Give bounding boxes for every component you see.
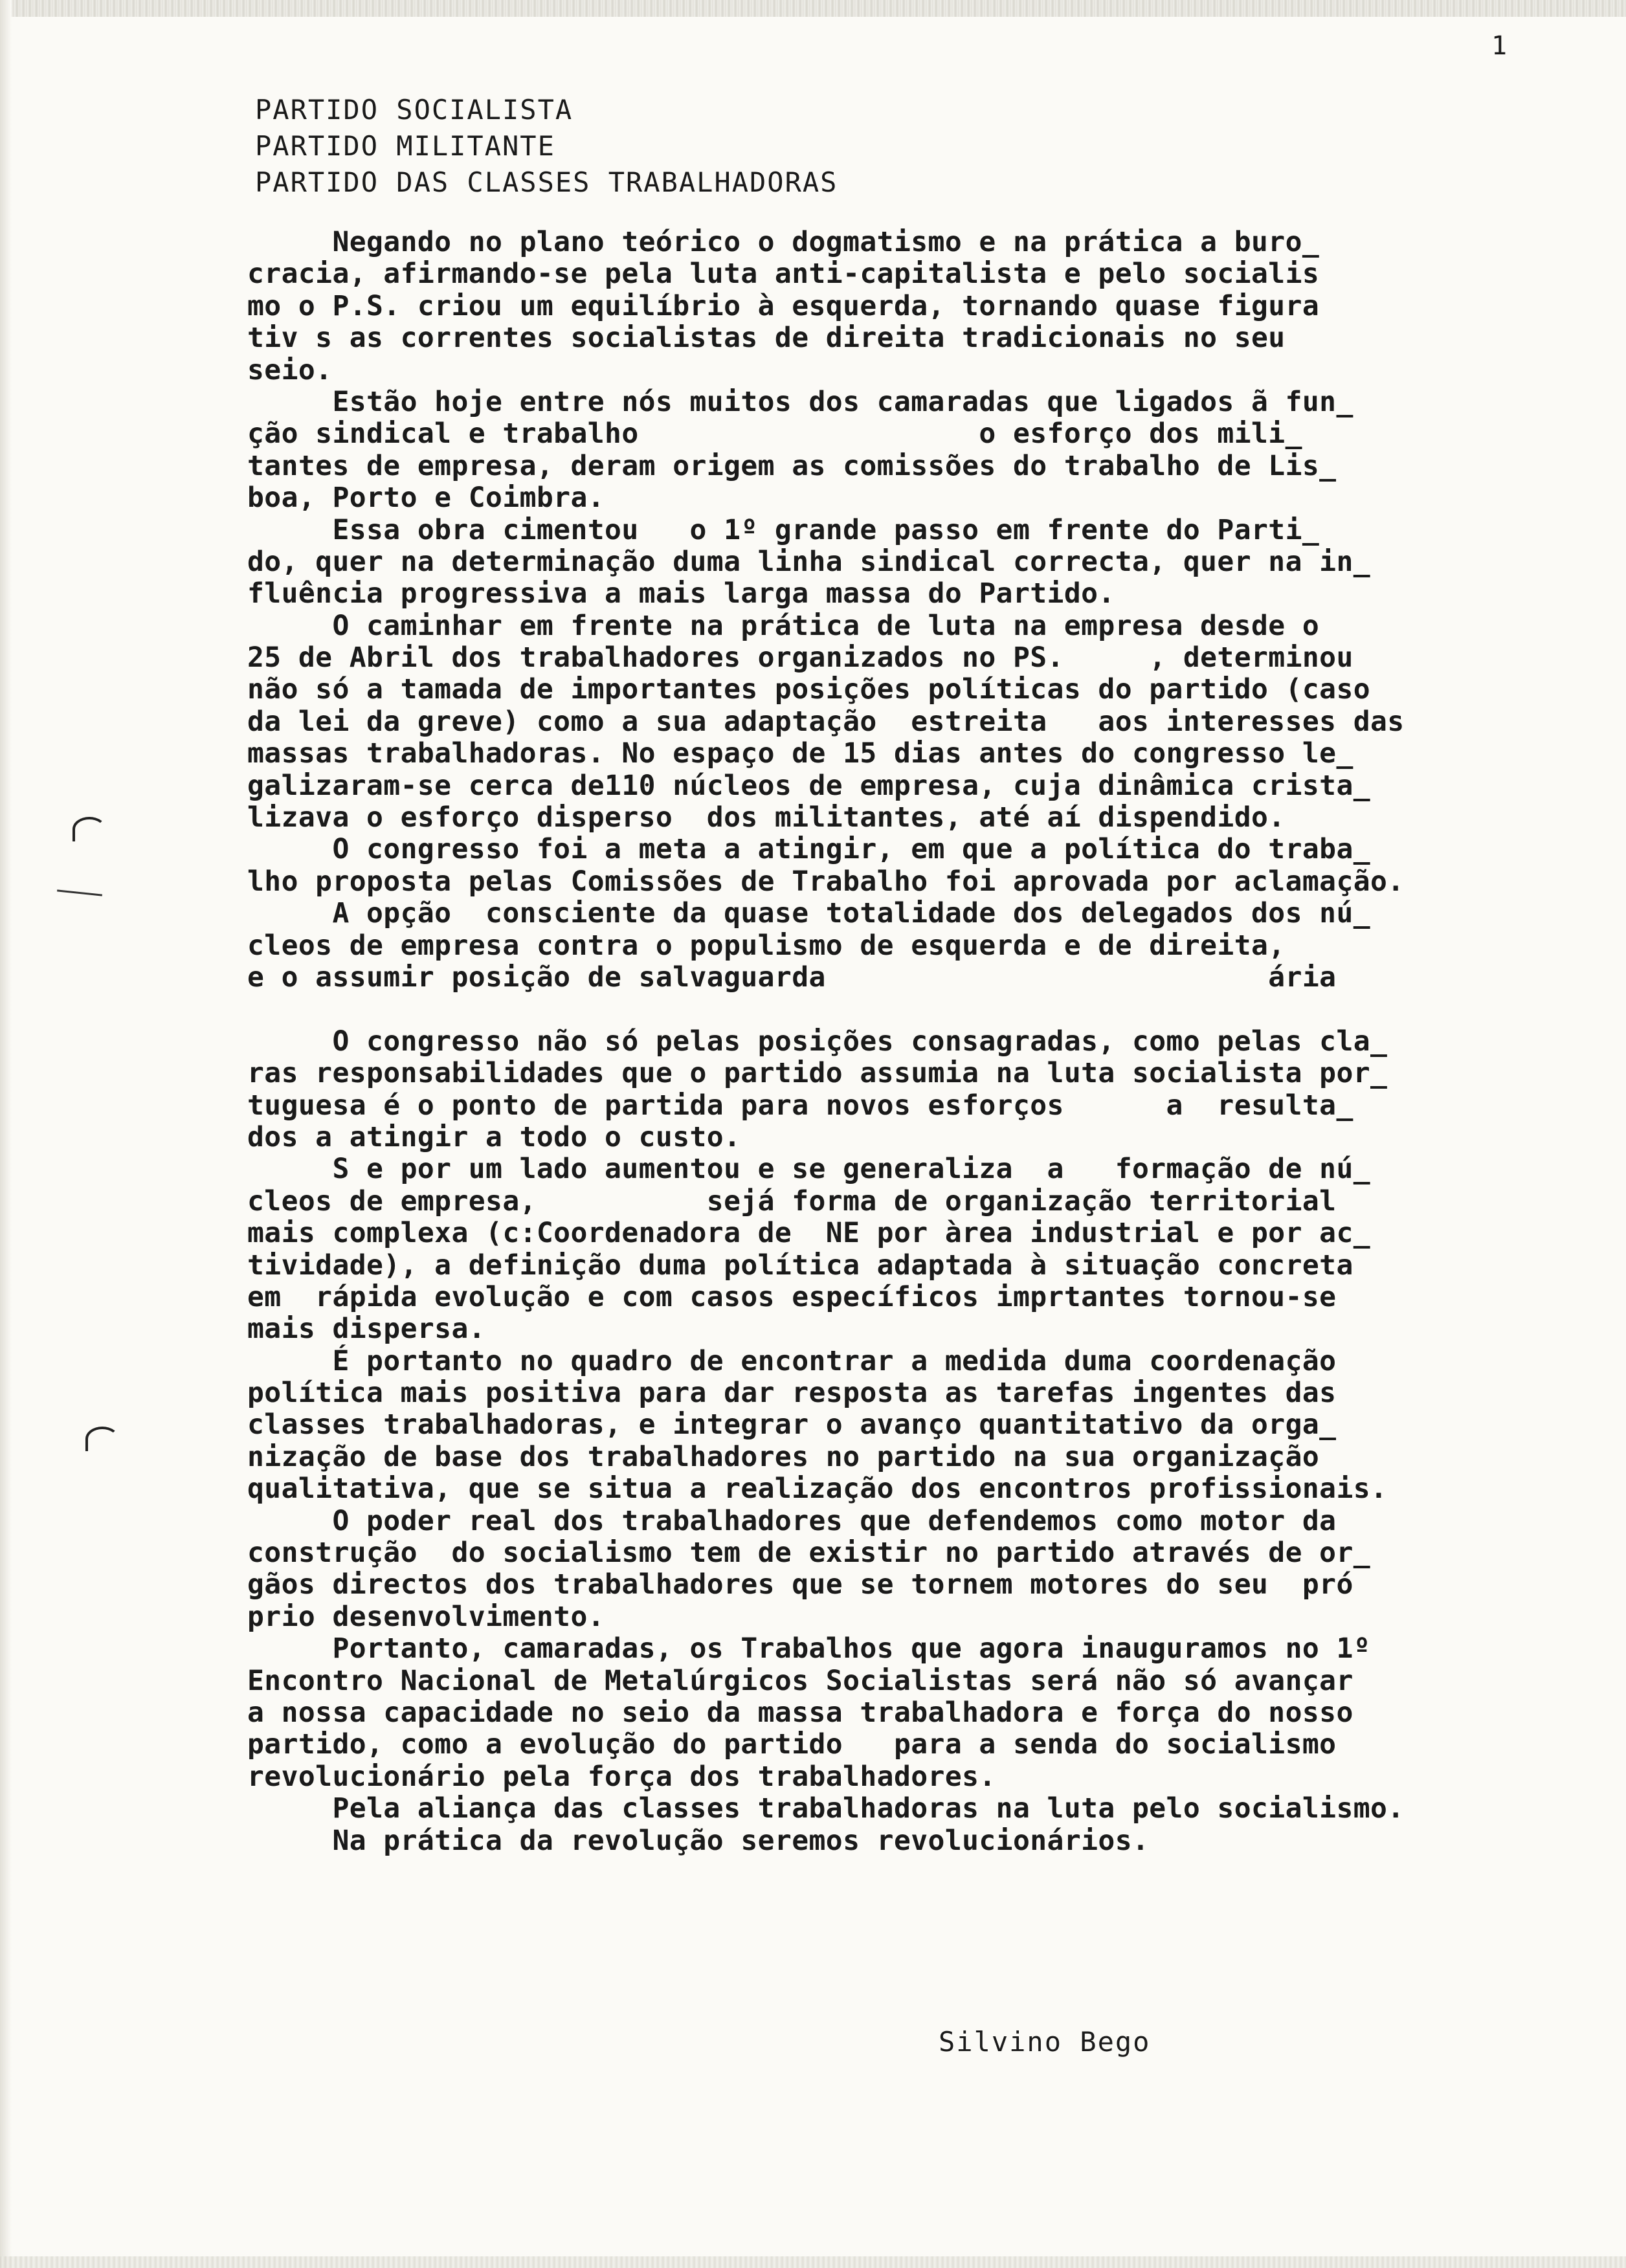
body-line: ras responsabilidades que o partido assumia na luta socialista por_ <box>247 1057 1388 1090</box>
body-line: qualitativa, que se situa a realização dos encontros profissionais. <box>247 1473 1388 1506</box>
body-line <box>247 994 1568 1025</box>
body-line: a nossa capacidade no seio da massa trabalhadora e força do nosso <box>247 1696 1353 1729</box>
body-line: A opção consciente da quase totalidade dos delegados dos nú_ <box>247 897 1371 930</box>
body-line: Estão hoje entre nós muitos dos camaradas que ligados ã fun_ <box>247 385 1353 418</box>
body-line: partido, como a evolução do partido para a senda do socialismo <box>247 1728 1337 1761</box>
body-line: tantes de empresa, deram origem as comissões do trabalho de Lis_ <box>247 449 1337 482</box>
body-line: do, quer na determinação duma linha sindical correcta, quer na in_ <box>247 545 1371 578</box>
body-line: Pela aliança das classes trabalhadoras na luta pelo socialismo. <box>247 1792 1405 1825</box>
body-line: lizava o esforço disperso dos militantes, até aí dispendido. <box>247 801 1286 834</box>
body-line: seio. <box>247 353 333 386</box>
body-line: O congresso foi a meta a atingir, em que a política do traba_ <box>247 833 1371 866</box>
body-line: cleos de empresa, sejá forma de organização territorial <box>247 1184 1337 1217</box>
body-line: fluência progressiva a mais larga massa do Partido. <box>247 577 1115 610</box>
body-line: boa, Porto e Coimbra. <box>247 482 605 515</box>
body-line: tiv s as correntes socialistas de direita tradicionais no seu <box>247 322 1286 355</box>
scan-left-edge <box>0 0 12 2268</box>
body-line: mo o P.S. criou um equilíbrio à esquerda, tornando quase figura <box>247 289 1320 322</box>
scan-top-edge <box>0 0 1626 17</box>
body-line: cracia, afirmando-se pela luta anti-capitalista e pelo socialis <box>247 258 1320 291</box>
body-line: não só a tamada de importantes posições políticas do partido (caso <box>247 673 1371 706</box>
body-line: da lei da greve) como a sua adaptação estreita aos interesses das <box>247 705 1405 738</box>
header-line: PARTIDO SOCIALISTA <box>255 94 574 126</box>
header-line: PARTIDO MILITANTE <box>255 130 555 162</box>
signature: Silvino Bego <box>939 2026 1151 2058</box>
page-number: 1 <box>1491 31 1508 61</box>
body-line: tuguesa é o ponto de partida para novos esforços a resulta_ <box>247 1089 1353 1122</box>
body-line: mais complexa (c:Coordenadora de NE por àrea industrial e por ac_ <box>247 1217 1371 1250</box>
body-line: Essa obra cimentou o 1º grande passo em frente do Parti_ <box>247 513 1320 546</box>
body-line: 25 de Abril dos trabalhadores organizados no PS. , determinou <box>247 641 1353 674</box>
body-line: ção sindical e trabalho o esforço dos mili_ <box>247 417 1302 450</box>
body-line: política mais positiva para dar resposta as tarefas ingentes das <box>247 1377 1337 1410</box>
document-body <box>247 227 1568 1857</box>
body-line: revolucionário pela força dos trabalhadores. <box>247 1760 996 1793</box>
body-line: É portanto no quadro de encontrar a medida duma coordenação <box>247 1344 1337 1377</box>
body-line: gãos directos dos trabalhadores que se tornem motores do seu pró <box>247 1568 1353 1601</box>
margin-dash-mark <box>57 889 102 896</box>
document-header <box>255 92 838 201</box>
body-line: prio desenvolvimento. <box>247 1600 605 1633</box>
body-line: classes trabalhadoras, e integrar o avanço quantitativo da orga_ <box>247 1408 1337 1441</box>
body-line: Portanto, camaradas, os Trabalhos que agora inauguramos no 1º <box>247 1632 1371 1665</box>
body-line: cleos de empresa contra o populismo de esquerda e de direita, <box>247 929 1286 962</box>
body-line: O poder real dos trabalhadores que defendemos como motor da <box>247 1504 1337 1537</box>
body-line: massas trabalhadoras. No espaço de 15 dias antes do congresso le_ <box>247 737 1353 770</box>
body-line: tividade), a definição duma política adaptada à situação concreta <box>247 1249 1353 1282</box>
body-line: Encontro Nacional de Metalúrgicos Socialistas será não só avançar <box>247 1664 1353 1697</box>
header-line: PARTIDO DAS CLASSES TRABALHADORAS <box>255 166 838 198</box>
body-line: galizaram-se cerca de110 núcleos de empresa, cuja dinâmica crista_ <box>247 769 1371 802</box>
body-line: e o assumir posição de salvaguarda ária <box>247 961 1337 994</box>
body-line: nização de base dos trabalhadores no partido na sua organização <box>247 1440 1320 1473</box>
body-line: mais dispersa. <box>247 1313 486 1346</box>
body-line: Negando no plano teórico o dogmatismo e na prática a buro_ <box>247 226 1320 258</box>
body-line: O congresso não só pelas posições consagradas, como pelas cla_ <box>247 1025 1388 1058</box>
body-line: construção do socialismo tem de existir no partido através de or_ <box>247 1537 1371 1570</box>
binder-hole-mark <box>85 1427 119 1451</box>
body-line: Na prática da revolução seremos revolucionários. <box>247 1824 1150 1857</box>
binder-hole-mark <box>72 817 106 841</box>
body-line: em rápida evolução e com casos específicos imprtantes tornou-se <box>247 1280 1337 1313</box>
scan-bottom-edge <box>0 2256 1626 2268</box>
body-line: lho proposta pelas Comissões de Trabalho foi aprovada por aclamação. <box>247 865 1405 898</box>
body-line: O caminhar em frente na prática de luta na empresa desde o <box>247 609 1320 642</box>
body-line: S e por um lado aumentou e se generaliza a formação de nú_ <box>247 1153 1371 1186</box>
body-line: dos a atingir a todo o custo. <box>247 1120 741 1153</box>
